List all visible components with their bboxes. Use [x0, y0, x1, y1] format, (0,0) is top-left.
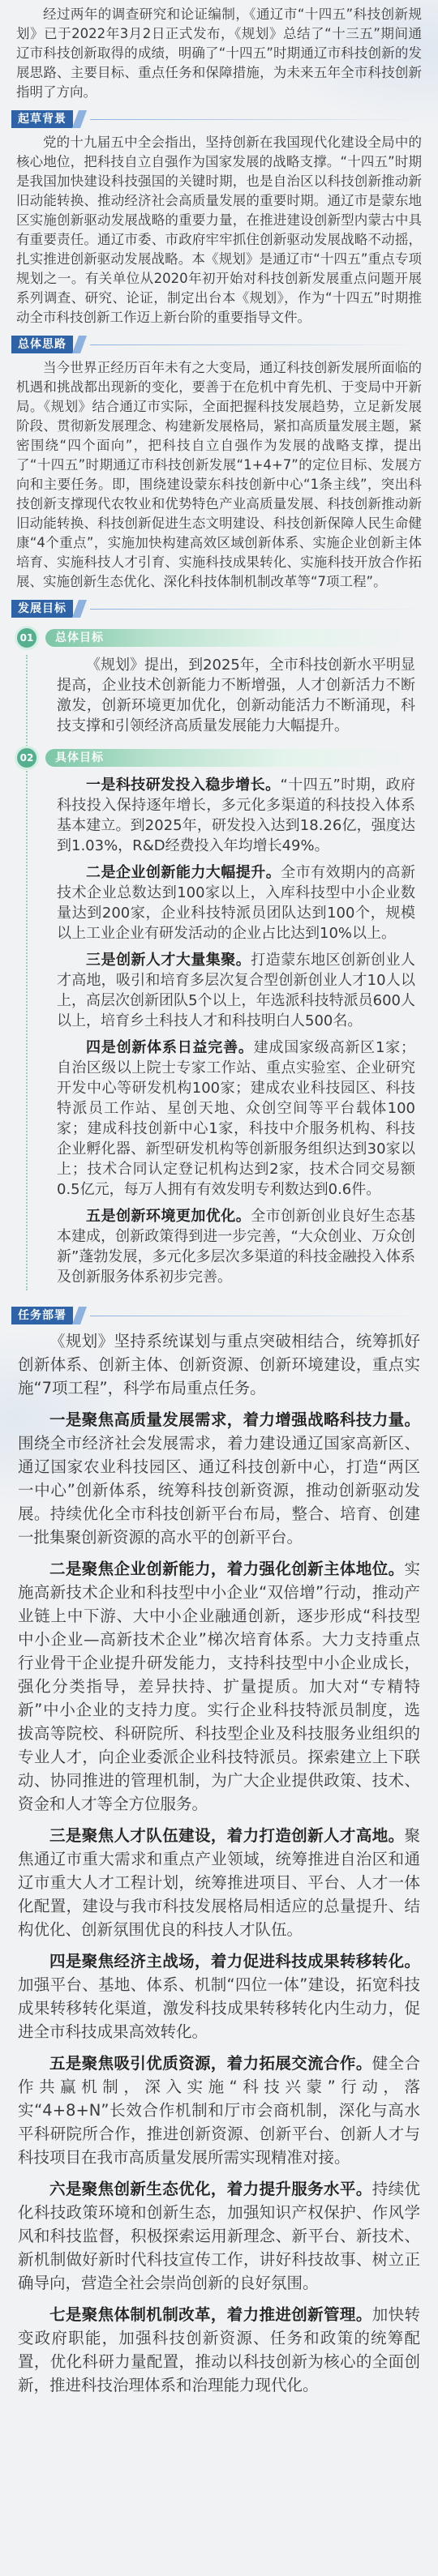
goal-text: 全市有效期内的高新技术企业总数达到100家以上，入库科技型中小企业数量达到200家，企业科技特派员团队达到100个，规模以上工业企业有研发活动的企业占比达到10%以上。 — [57, 864, 416, 942]
specific-goal-item — [11, 862, 427, 944]
goal-text: “十四五”时期，政府科技投入保持逐年增长，多元化多渠道的科技投入体系基本建立。到2025年，研发投入达到18.26亿，强度达到1.03%，R&D经费投入年均增长49%。 — [57, 777, 416, 854]
specific-goal-item — [11, 1206, 427, 1287]
task-lead: 一是聚焦高质量发展需求，着力增强战略科技力量。 — [49, 1410, 420, 1429]
task-text: 持续优化科技政策环境和创新生态，加强知识产权保护、作风学风和科技监督，积极探索运用新理念、新平台、新技术、新机制做好新时代科技宣传工作，讲好科技故事、树立正确导向，营造全社会崇尚创新的良好氛围。 — [18, 2180, 420, 2292]
task-lead: 六是聚焦创新生态优化，着力提升服务水平。 — [49, 2180, 372, 2198]
intro-paragraph: 经过两年的调查研究和论证编制，《通辽市“十四五”科技创新规划》已于2022年3月2日正式发布，《规划》总结了“十三五”期间通辽市科技创新取得的成绩，明确了“十四五”时期通辽市科技创新的发展思路、主要目标、重点任务和保障措施，为未来五年全市科技创新指明了方向。 — [16, 6, 422, 100]
goal-number-badge: 02 — [15, 746, 39, 770]
task-lead: 二是聚焦企业创新能力，着力强化创新主体地位。 — [49, 1560, 405, 1578]
task-text: 实施高新技术企业和科技型中小企业“双倍增”行动，推动产业链上中下游、大中小企业融通创新，逐步形成“科技型中小企业—高新技术企业”梯次培育体系。大力支持重点行业骨干企业提升研发能力，支持科技型中小企业成长，强化分类指导，差异扶持、扩量提质。加大对“专精特新”中小企业的支持力度。实行企业科技特派员制度，选拔高等院校、科研院所、科技型企业及科技服务业组织的专业人才，向企业委派企业科技特派员。探索建立上下联动、协同推进的管理机制，为广大企业提供政策、技术、资金和人才等全方位服务。 — [18, 1560, 420, 1813]
specific-goal-item — [11, 1038, 427, 1200]
task-text: 围绕全市经济社会发展需求，着力建设通辽国家高新区、通辽国家农业科技园区、通辽科技创新中心，打造“两区一中心”创新体系，统筹科技创新资源，推动创新驱动发展。持续优化全市科技创新平台布局，整合、培育、创建一批集聚创新资源的高水平的创新平台。 — [18, 1434, 420, 1547]
section-title: 总体思路 — [11, 336, 73, 353]
section-tag-background — [11, 110, 438, 128]
goal-lead: 三是创新人才大量集聚。 — [86, 952, 251, 969]
goal-text: 建成国家级高新区1家；自治区级以上院士专家工作站、重点实验室、企业研究开发中心等研发机构100家；建成农业科技园区、科技特派员工作站、星创天地、众创空间等平台载体100家；建成科技创新中心1家，科技中介服务机构、科技企业孵化器、新型研发机构等创新服务组织达到30家以上；技术合同认定登记机构达到2家，技术合同交易额0.5亿元，每万人拥有有效发明专利数达到0.6件。 — [57, 1039, 416, 1198]
approach-paragraph: 当今世界正经历百年未有之大变局，通辽科技创新发展所面临的机遇和挑战都出现新的变化，要善于在危机中育先机、于变局中开新局。《规划》结合通辽市实际，全面把握科技发展趋势，立足新发展阶段、贯彻新发展理念、构建新发展格局，紧扣高质量发展主题，紧密围绕“四个面向”，把科技自立自强作为发展的战略支撑，提出了“十四五”时期通辽市科技创新发展“1+4+7”的定位目标、发展方向和主要任务。即，围绕建设蒙东科技创新中心“1条主线”，突出科技创新支撑现代农牧业和优势特色产业高质量发展、科技创新推动新旧动能转换、科技创新促进生态文明建设、科技创新保障人民生命健康“4个重点”，实施加快构建高效区域创新体系、实施企业创新主体培育、实施科技人才引育、实施科技成果转化、实施科技开放合作拓展、实施创新生态优化、深化科技体制机制改革等“7项工程”。 — [16, 360, 422, 589]
task-lead: 五是聚焦吸引优质资源，着力拓展交流合作。 — [49, 2054, 372, 2073]
goal-lead: 五是创新环境更加优化。 — [86, 1208, 251, 1225]
section-title: 起草背景 — [11, 110, 73, 128]
task-text: 聚焦通辽市重大需求和重点产业领域，统筹推进自治区和通辽市重大人才工程计划，统筹推进项目、平台、人才一体化配置，建设与我市科技发展格局相适应的总量提升、结构优化、创新氛围优良的科技人才队伍。 — [18, 1826, 420, 1939]
goal-label: 总体目标 — [45, 629, 415, 647]
task-item — [0, 2303, 438, 2397]
goal-label: 具体目标 — [45, 749, 415, 767]
goal-lead: 二是企业创新能力大幅提升。 — [86, 864, 281, 881]
specific-goal-item — [11, 775, 427, 856]
tag-accent — [72, 600, 87, 618]
task-item — [0, 1557, 438, 1816]
goal-number-badge: 01 — [15, 626, 39, 650]
goal-text: 全市创新创业良好生态基本建成，创新政策得到进一步完善，“大众创业、万众创新”蓬勃发展，多元化多层次多渠道的科技金融投入体系及创新服务体系初步完善。 — [57, 1208, 416, 1286]
section-title: 任务部署 — [11, 1307, 73, 1324]
goal-header-overall — [15, 626, 427, 650]
task-lead: 七是聚焦体制机制改革，着力推进创新管理。 — [49, 2305, 372, 2324]
specific-goal-item — [11, 950, 427, 1031]
section-tag-goals — [11, 600, 438, 618]
task-text: 健全合作共赢机制，深入实施“科技兴蒙”行动，落实“4+8+N”长效合作机制和厅市会商机制，深化与高水平科研院所合作，推进创新资源、创新平台、创新人才与科技项目在我市高质量发展所需实现精准对接。 — [18, 2054, 420, 2167]
goal-text: 打造蒙东地区创新创业人才高地，吸引和培育多层次复合型创新创业人才10人以上，高层次创新团队5个以上，年选派科技特派员600人以上，培育乡土科技人才和科技明白人500名。 — [57, 952, 416, 1029]
task-item — [0, 1824, 438, 1941]
tag-divider — [90, 609, 422, 610]
section-tag-tasks — [11, 1307, 438, 1324]
task-item — [0, 2052, 438, 2169]
overall-goal-paragraph: 《规划》提出，到2025年，全市科技创新水平明显提高，企业技术创新能力不断增强，人才创新活力不断激发，创新环境更加优化，创新动能活力不断涌现，科技支撑和引领经济高质量发展能力大幅提升。 — [57, 657, 415, 734]
goal-header-specific — [15, 746, 427, 770]
tag-divider — [90, 119, 422, 120]
tag-accent — [72, 1307, 87, 1324]
tasks-intro-paragraph: 《规划》坚持系统谋划与重点突破相结合，统筹抓好创新体系、创新主体、创新资源、创新环境建设，重点实施“7项工程”，科学布局重点任务。 — [18, 1332, 420, 1397]
task-item — [0, 2177, 438, 2295]
task-item — [0, 1949, 438, 2043]
task-text: 加快转变政府职能，加强科技创新资源、任务和政策的统筹配置，优化科研力量配置，推动以科技创新为核心的全面创新，推进科技治理体系和治理能力现代化。 — [18, 2305, 420, 2394]
task-lead: 三是聚焦人才队伍建设，着力打造创新人才高地。 — [49, 1826, 405, 1845]
section-tag-approach — [11, 336, 438, 353]
tag-accent — [72, 110, 87, 128]
task-lead: 四是聚焦经济主战场，着力促进科技成果转移转化。 — [49, 1952, 420, 1971]
task-text: 加强平台、基地、体系、机制“四位一体”建设，拓宽科技成果转移转化渠道，激发科技成果转移转化内生动力，促进全市科技成果高效转化。 — [18, 1975, 420, 2041]
tag-divider — [90, 344, 422, 345]
goal-lead: 一是科技研发投入稳步增长。 — [86, 777, 281, 794]
goals-panel — [11, 623, 427, 1299]
background-paragraph: 党的十九届五中全会指出，坚持创新在我国现代化建设全局中的核心地位，把科技自立自强作为国家发展的战略支撑。“十四五”时期是我国加快建设科技强国的关键时期，也是自治区以科技创新推动新旧动能转换、推动经济社会高质量发展的重要时期。通辽市是蒙东地区实施创新驱动发展战略的重要力量，在推进建设创新型内蒙古中具有重要责任。通辽市委、市政府牢牢抓住创新驱动发展战略不动摇，扎实推进创新驱动发展战略。本《规划》是通辽市“十四五”重点专项规划之一。有关单位从2020年初开始对科技创新发展重点问题开展系列调查、研究、论证，制定出台本《规划》，作为“十四五”时期推动全市科技创新工作迈上新台阶的重要指导文件。 — [16, 135, 422, 325]
tag-accent — [72, 336, 87, 353]
section-title: 发展目标 — [11, 600, 73, 618]
goal-lead: 四是创新体系日益完善。 — [86, 1039, 254, 1056]
task-item — [0, 1408, 438, 1549]
